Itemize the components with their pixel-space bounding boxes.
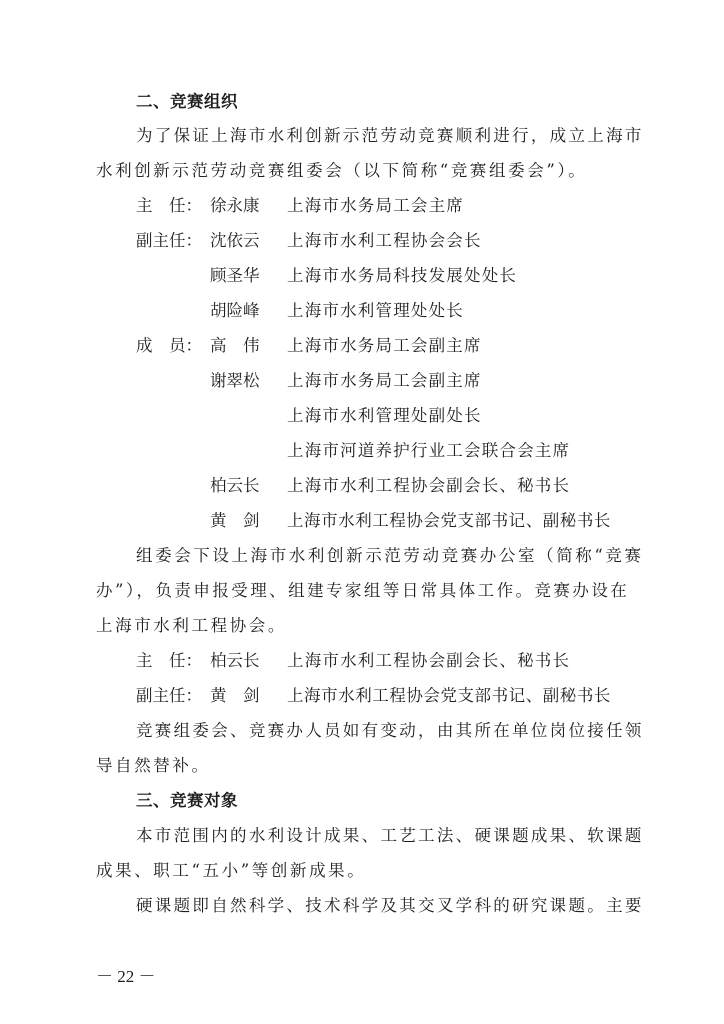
office-name: 柏云长 [210, 651, 260, 670]
paragraph-line: 办”），负责申报受理、组建专家组等日常具体工作。竞赛办设在 [96, 581, 630, 600]
committee-name: 沈依云 [210, 231, 260, 250]
committee-role: 主 任： [136, 196, 202, 215]
paragraph-line: 本市范围内的水利设计成果、工艺工法、硬课题成果、软课题 [136, 826, 644, 845]
paragraph-line: 硬课题即自然科学、技术科学及其交叉学科的研究课题。主要 [136, 896, 644, 915]
committee-role: 成 员： [136, 336, 202, 355]
paragraph-line: 上海市水利工程协会。 [96, 616, 287, 635]
committee-name: 谢翠松 [210, 371, 260, 390]
committee-name: 柏云长 [210, 476, 260, 495]
office-name: 黄 剑 [210, 686, 260, 705]
committee-duty: 上海市水利工程协会副会长、秘书长 [287, 476, 571, 495]
committee-name: 黄 剑 [210, 511, 260, 530]
committee-duty: 上海市水务局工会主席 [287, 196, 464, 215]
office-duty: 上海市水利工程协会党支部书记、副秘书长 [287, 686, 611, 705]
office-role: 主 任： [136, 651, 202, 670]
paragraph-line: 组委会下设上海市水利创新示范劳动竞赛办公室（简称“竞赛 [136, 546, 644, 565]
committee-name: 高 伟 [210, 336, 260, 355]
paragraph-line: 导自然替补。 [96, 756, 211, 775]
committee-duty: 上海市水务局工会副主席 [287, 336, 482, 355]
page-number: － 22 － [96, 967, 156, 986]
committee-duty: 上海市河道养护行业工会联合会主席 [287, 441, 571, 460]
committee-name: 徐永康 [210, 196, 260, 215]
committee-duty: 上海市水利管理处副处长 [287, 406, 482, 425]
committee-name: 胡险峰 [210, 301, 260, 320]
committee-duty: 上海市水利管理处处长 [287, 301, 464, 320]
section-heading: 三、竞赛对象 [136, 791, 238, 810]
committee-duty: 上海市水利工程协会党支部书记、副秘书长 [287, 511, 611, 530]
paragraph-line: 成果、职工“五小”等创新成果。 [96, 861, 367, 880]
committee-name: 顾圣华 [210, 266, 260, 285]
paragraph-line: 水利创新示范劳动竞赛组委会（以下简称“竞赛组委会”）。 [96, 161, 588, 180]
committee-duty: 上海市水务局工会副主席 [287, 371, 482, 390]
section-heading: 二、竞赛组织 [136, 92, 238, 111]
committee-role: 副主任： [136, 231, 202, 250]
committee-duty: 上海市水务局科技发展处处长 [287, 266, 518, 285]
committee-duty: 上海市水利工程协会会长 [287, 231, 482, 250]
paragraph-line: 竞赛组委会、竞赛办人员如有变动，由其所在单位岗位接任领 [136, 721, 644, 740]
office-duty: 上海市水利工程协会副会长、秘书长 [287, 651, 571, 670]
paragraph-line: 为了保证上海市水利创新示范劳动竞赛顺利进行，成立上海市 [136, 126, 644, 145]
office-role: 副主任： [136, 686, 202, 705]
